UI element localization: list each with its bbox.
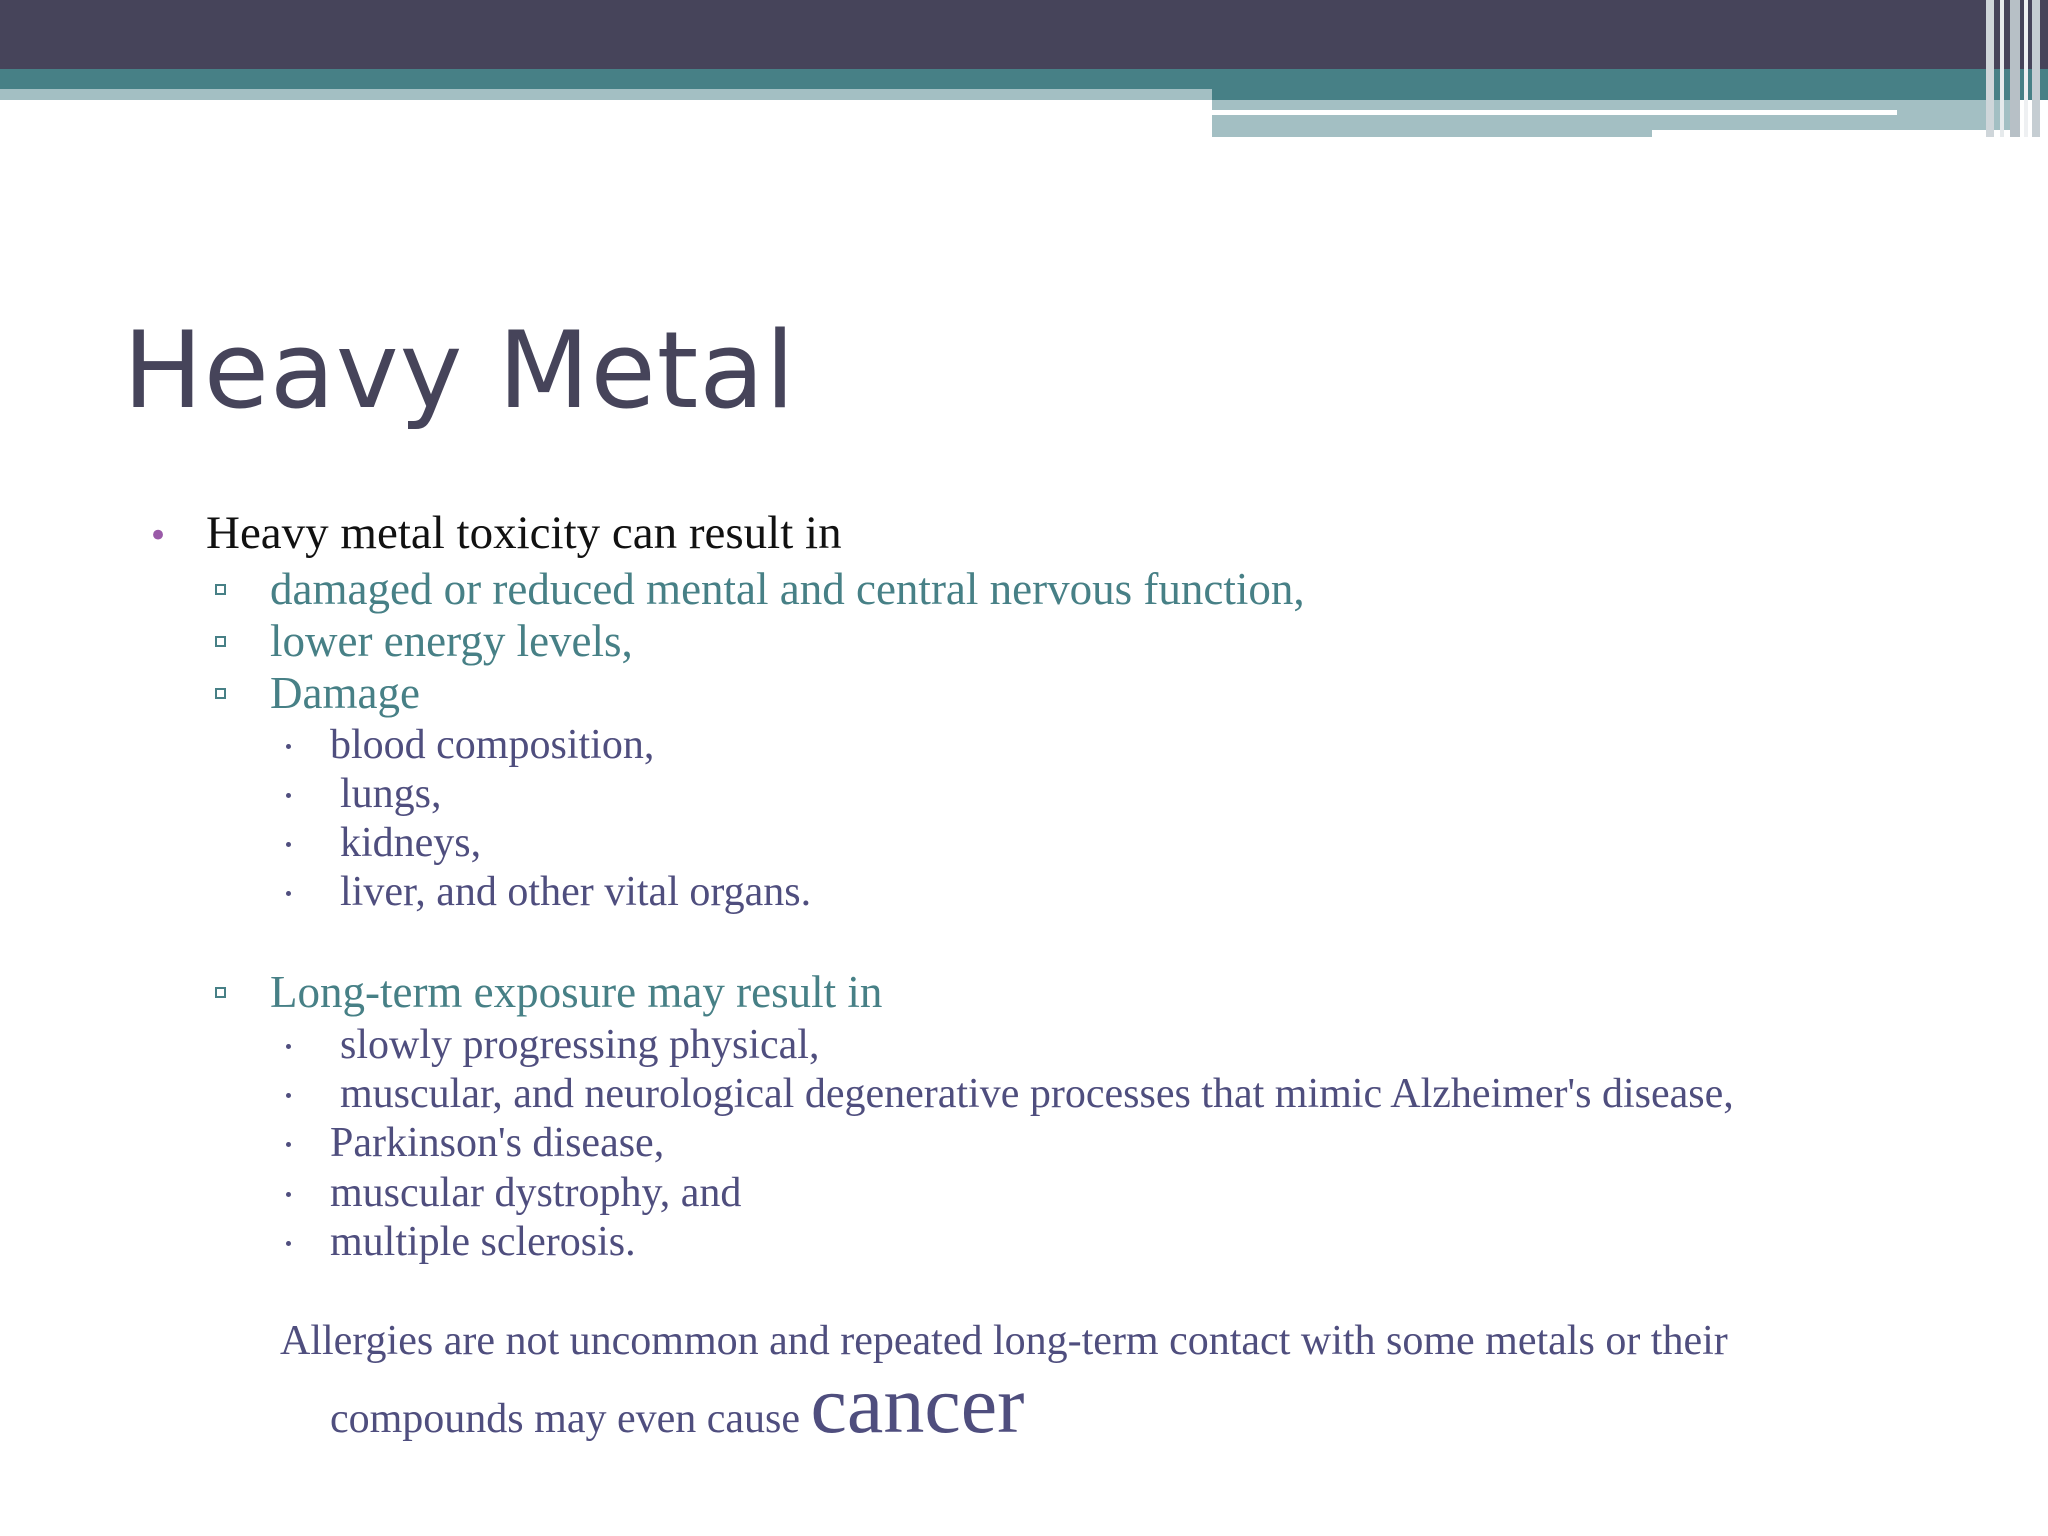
square-bullet-icon (215, 636, 226, 647)
square-bullet-icon (215, 584, 226, 595)
closing-line-2-text: compounds may even cause (330, 1396, 801, 1442)
header-band-dark (0, 0, 2048, 69)
damage-item: kidneys, (340, 820, 482, 866)
square-bullet-icon (215, 688, 226, 699)
header-band-white (0, 100, 1212, 140)
closing-line-2 (330, 1359, 1025, 1450)
small-bullet-icon (286, 1142, 291, 1147)
small-bullet-icon (286, 744, 291, 749)
longterm-item: slowly progressing physical, (340, 1022, 820, 1068)
header-vertical-bar (2024, 0, 2028, 137)
longterm-item: Parkinson's disease, (330, 1120, 665, 1166)
header-band-pale-left (0, 89, 1212, 100)
longterm-item: muscular, and neurological degenerative processes that mimic Alzheimer's disease, (340, 1071, 1734, 1117)
small-bullet-icon (286, 1241, 291, 1246)
effect-item: damaged or reduced mental and central nervous function, (270, 564, 1305, 614)
small-bullet-icon (286, 842, 291, 847)
longterm-item: multiple sclerosis. (330, 1219, 636, 1265)
intro-text: Heavy metal toxicity can result in (206, 507, 842, 559)
closing-line-1: Allergies are not uncommon and repeated long-term contact with some metals or their (280, 1318, 1728, 1364)
header-vertical-bar (2000, 0, 2004, 137)
effect-item: lower energy levels, (270, 616, 633, 666)
header-vertical-bar (1986, 0, 1994, 137)
small-bullet-icon (286, 1093, 291, 1098)
small-bullet-icon (286, 793, 291, 798)
damage-item: liver, and other vital organs. (340, 869, 812, 915)
slide-title: Heavy Metal (123, 309, 796, 432)
small-bullet-icon (286, 1192, 291, 1197)
bullet-dot-icon: • (148, 516, 169, 556)
damage-item: blood composition, (330, 722, 655, 768)
header-vertical-bar (2010, 0, 2020, 137)
effect-item: Long-term exposure may result in (270, 967, 883, 1017)
square-bullet-icon (215, 987, 226, 998)
effect-item: Damage (270, 668, 420, 718)
small-bullet-icon (286, 891, 291, 896)
longterm-item: muscular dystrophy, and (330, 1170, 742, 1216)
header-stripe (1652, 130, 2012, 137)
damage-item: lungs, (340, 771, 442, 817)
header-vertical-bar (2032, 0, 2040, 137)
small-bullet-icon (286, 1044, 291, 1049)
cancer-emphasis: cancer (810, 1359, 1025, 1450)
header-stripe (1212, 110, 1897, 115)
